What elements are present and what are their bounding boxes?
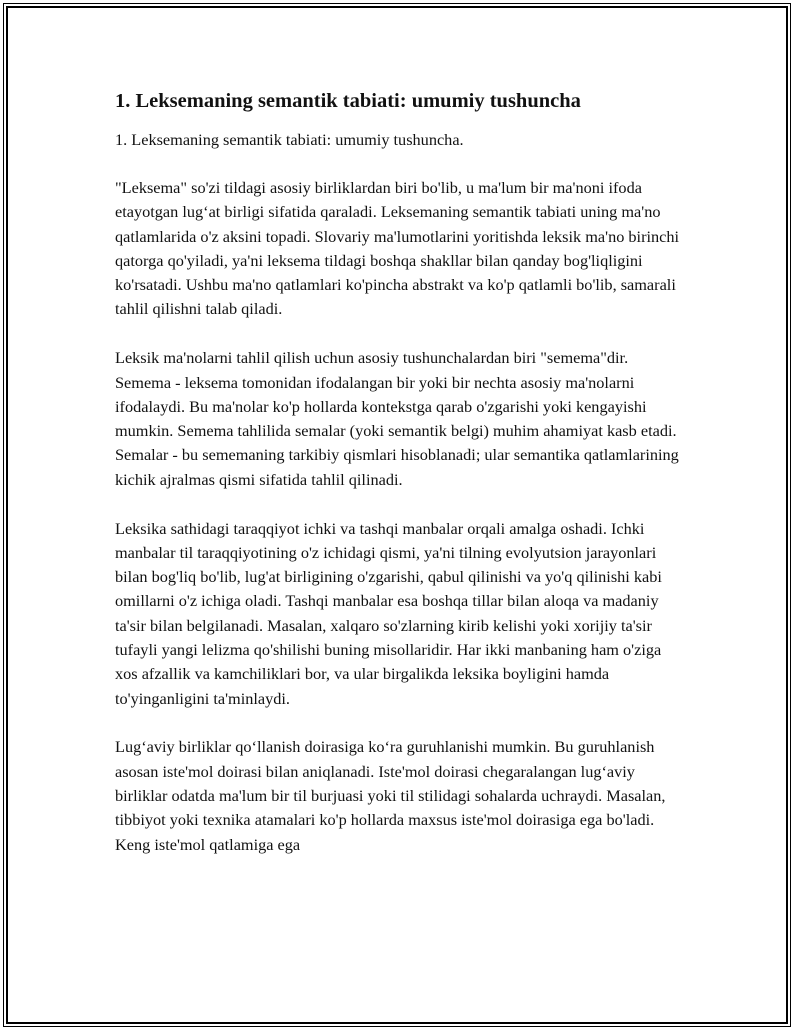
document-subtitle: 1. Leksemaning semantik tabiati: umumiy tushuncha. [115, 130, 464, 149]
paragraph-3: Leksika sathidagi taraqqiyot ichki va tashqi manbalar orqali amalga oshadi. Ichki manbalar til taraqqiyotining o'z ichidagi qismi, ya'ni tilning evolyutsion jarayonlari bilan bog'liq bo'lib, lug'at birligining o'zgarishi, qabul qilinishi va yo'q qilinishi kabi omillarni o'z ichiga oladi. Tashqi manbalar esa boshqa tillar bilan aloqa va madaniy ta'sir bilan belgilanadi. Masalan, xalqaro so'zlarning kirib kelishi yoki xorijiy ta'sir tufayli yangi lelizma qo'shilishi buning misollaridir. Har ikki manbaning ham o'ziga xos afzallik va kamchiliklari bor, va ular birgalikda leksika boyligini hamda to'yinganligini ta'minlaydi. [115, 518, 662, 708]
paragraph-1: "Leksema" so'zi tildagi asosiy birliklardan biri bo'lib, u ma'lum bir ma'noni ifoda etayotgan lug‘at birligi sifatida qaraladi. Leksemaning semantik tabiati uning ma'no qatlamlarida o'z aksini topadi. Slovariy ma'lumotlarini yoritishda leksik ma'no birinchi qatorga qo'yiladi, ya'ni leksema tildagi boshqa shakllar bilan qanday bog'liqligini ko'rsatadi. Ushbu ma'no qatlamlari ko'pincha abstrakt va ko'p qatlamli bo'lib, samarali tahlil qilishni talab qiladi. [115, 178, 680, 319]
paragraph-4: Lug‘aviy birliklar qo‘llanish doirasiga ko‘ra guruhlanishi mumkin. Bu guruhlanish asosan iste'mol doirasi bilan aniqlanadi. Iste'mol doirasi chegaralangan lug‘aviy birliklar odatda ma'lum bir til burjuasi yoki til stilidagi sohalarda uchraydi. Masalan, tibbiyot yoki texnika atamalari ko'p hollarda maxsus iste'mol doirasiga ega bo'ladi. Keng iste'mol qatlamiga ega [115, 737, 666, 854]
document-title: 1. Leksemaning semantik tabiati: umumiy tushuncha [115, 90, 581, 112]
paragraph-2: Leksik ma'nolarni tahlil qilish uchun asosiy tushunchalardan biri "semema"dir. Semema - leksema tomonidan ifodalangan bir yoki bir nechta asosiy ma'nolarni ifodalaydi. Bu ma'nolar ko'p hollarda kontekstga qarab o'zgarishi yoki kengayishi mumkin. Semema tahlilida semalar (yoki semantik belgi) muhim ahamiyat kasb etadi. Semalar - bu sememaning tarkibiy qismlari hisoblanadi; ular semantika qatlamlarining kichik ajralmas qismi sifatida tahlil qilinadi. [115, 348, 679, 489]
document-body [115, 88, 685, 881]
